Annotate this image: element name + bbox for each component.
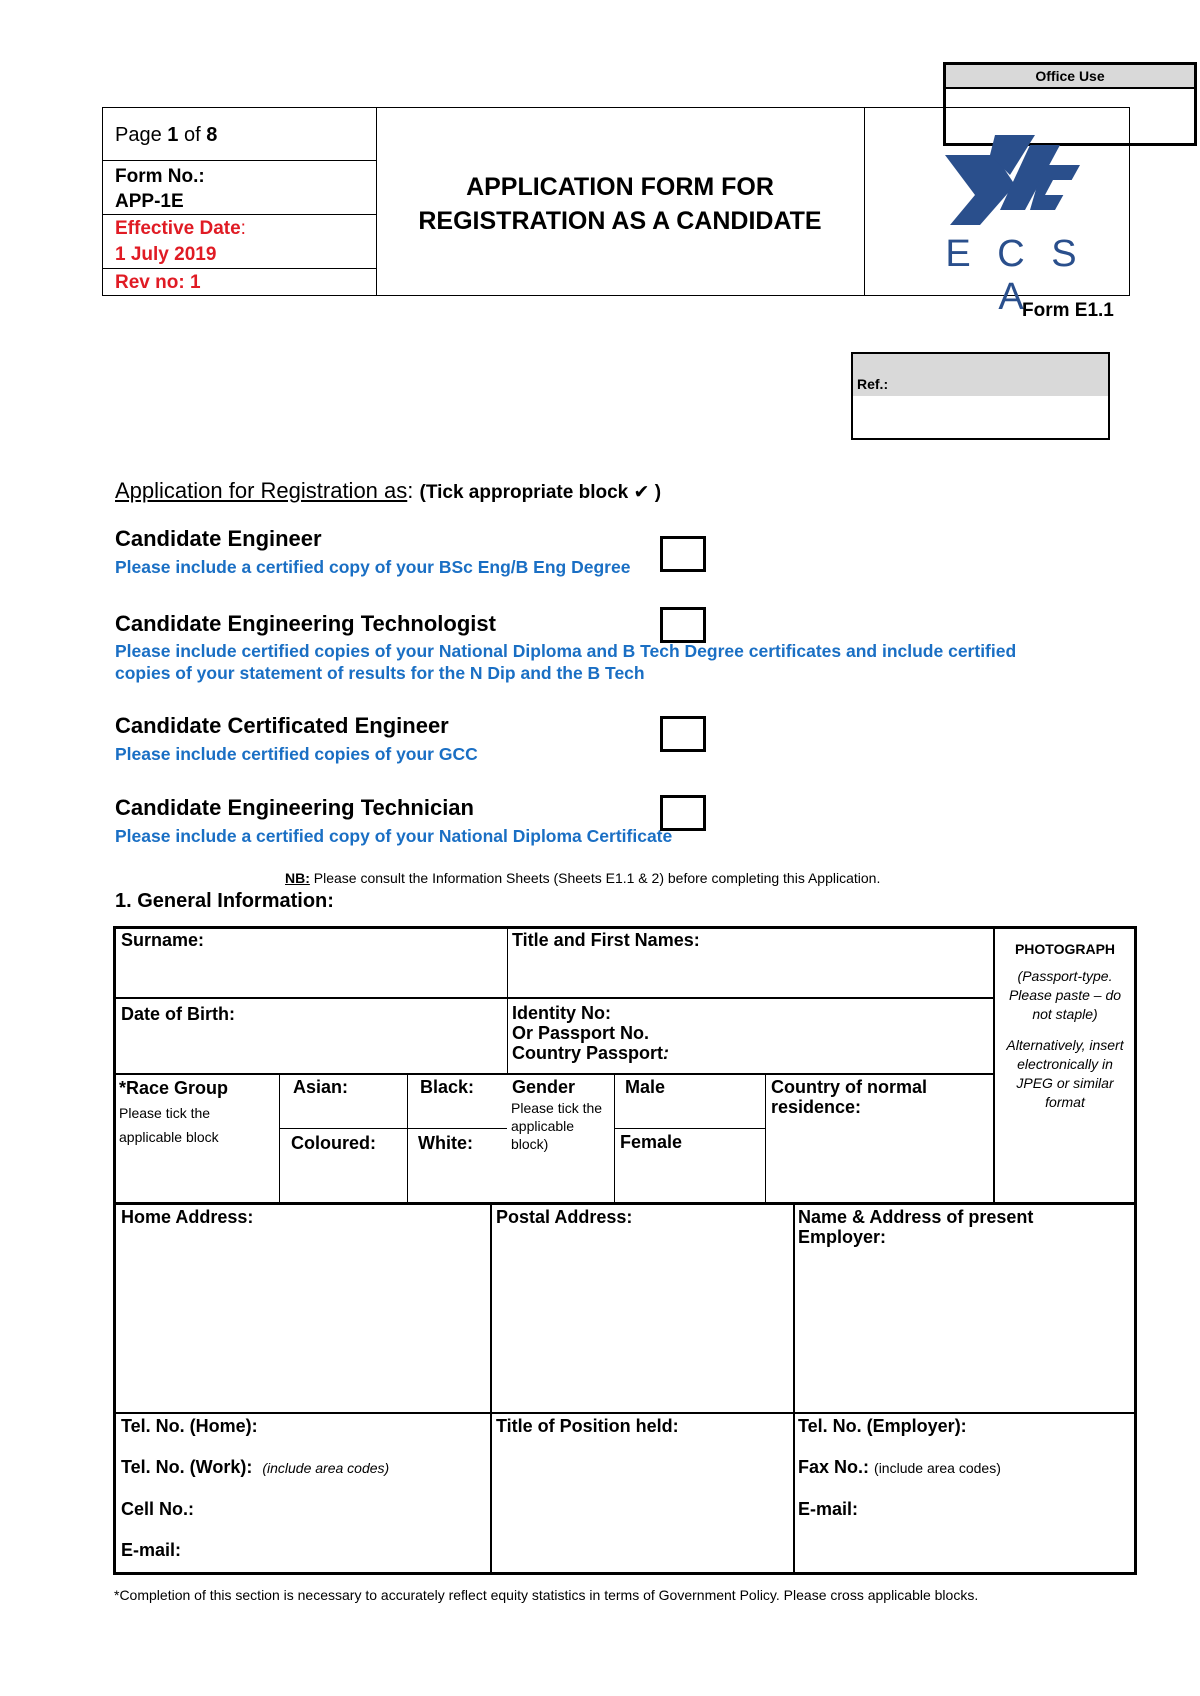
dob-field[interactable] — [116, 1028, 505, 1070]
race-coloured-box[interactable] — [281, 1156, 405, 1200]
photograph-note: (Passport-type. Please paste – do not staple) — [1008, 968, 1122, 1022]
office-use-label: Office Use — [946, 65, 1194, 89]
title-first-names-label: Title and First Names: — [512, 930, 700, 950]
photograph-box[interactable] — [998, 933, 1132, 1112]
rev-no: Rev no: 1 — [115, 272, 201, 293]
effective-date-value: 1 July 2019 — [115, 244, 217, 265]
ecsa-logo-text: E C S A — [945, 233, 1085, 318]
country-residence-label: Country of normal residence: — [771, 1077, 927, 1117]
tick-box-certificated-engineer[interactable] — [660, 716, 706, 752]
ecsa-logo-mark — [935, 125, 1095, 235]
form-no-value: APP-1E — [115, 191, 184, 212]
photograph-alt-note: Alternatively, insert electronically in JPEG or similar format — [1006, 1037, 1124, 1110]
country-passport-label: Country Passport: — [512, 1043, 670, 1063]
postal-address-label: Postal Address: — [496, 1207, 633, 1227]
category-title-engineering-technician: Candidate Engineering Technician — [115, 795, 474, 820]
race-asian-box[interactable] — [281, 1100, 405, 1126]
gender-male-label: Male — [625, 1077, 666, 1097]
position-held-label: Title of Position held: — [496, 1416, 679, 1436]
employer-email-label: E-mail: — [798, 1499, 859, 1519]
tel-home-label: Tel. No. (Home): — [121, 1416, 258, 1436]
dob-label: Date of Birth: — [121, 1004, 235, 1024]
footnote: *Completion of this section is necessary to accurately reflect equity statistics in terms of Government Policy. Please cross applicable blocks. — [114, 1587, 979, 1603]
race-black-box[interactable] — [409, 1100, 505, 1126]
surname-field[interactable] — [116, 955, 505, 995]
tick-box-candidate-engineer[interactable] — [660, 536, 706, 572]
country-residence-field[interactable] — [767, 1120, 991, 1200]
race-asian-label: Asian: — [293, 1077, 349, 1097]
title-first-names-field[interactable] — [510, 955, 990, 995]
category-title-engineering-technologist: Candidate Engineering Technologist — [115, 611, 496, 636]
tel-employer-label: Tel. No. (Employer): — [798, 1416, 967, 1436]
gender-female-label: Female — [620, 1132, 683, 1152]
category-title-certificated-engineer: Candidate Certificated Engineer — [115, 713, 449, 738]
application-heading: Application for Registration as: (Tick appropriate block ✔ ) — [115, 478, 662, 503]
race-group-label: *Race Group — [119, 1078, 229, 1098]
race-white-label: White: — [418, 1133, 473, 1153]
form-code: Form E1.1 — [1022, 300, 1114, 321]
identity-no-label: Identity No: — [512, 1003, 611, 1023]
category-note-engineering-technologist: Please include certified copies of your National Diploma and B Tech Degree certificates and include certified — [115, 641, 1017, 661]
form-no-label: Form No.: — [115, 166, 205, 187]
surname-label: Surname: — [121, 930, 205, 950]
nb-note: NB: Please consult the Information Sheets (Sheets E1.1 & 2) before completing this Application. — [285, 870, 881, 886]
ref-box — [851, 352, 1110, 440]
photograph-title: PHOTOGRAPH — [1014, 941, 1116, 957]
tick-box-engineering-technician[interactable] — [660, 795, 706, 831]
page-title: APPLICATION FORM FOR REGISTRATION AS A CANDIDATE — [418, 173, 822, 235]
gender-male-box[interactable] — [616, 1100, 763, 1126]
ref-label: Ref.: — [857, 376, 889, 392]
email-label: E-mail: — [121, 1540, 182, 1560]
home-address-field[interactable] — [116, 1232, 488, 1410]
gender-note: Please tick the applicable block) — [511, 1100, 603, 1152]
race-black-label: Black: — [420, 1077, 475, 1097]
race-coloured-label: Coloured: — [291, 1133, 376, 1153]
gender-label: Gender — [512, 1077, 576, 1097]
category-note-certificated-engineer: Please include certified copies of your GCC — [115, 744, 478, 764]
employer-contact-fields[interactable] — [796, 1415, 1132, 1570]
postal-address-field[interactable] — [493, 1232, 791, 1410]
race-white-box[interactable] — [409, 1156, 505, 1200]
category-title-candidate-engineer: Candidate Engineer — [115, 526, 322, 551]
tel-work-label: Tel. No. (Work): (include area codes) — [121, 1457, 390, 1477]
effective-date-label: Effective Date: — [115, 218, 246, 239]
category-note-engineering-technician: Please include a certified copy of your National Diploma Certificate — [115, 826, 673, 846]
page-number: Page 1 of 8 — [115, 124, 218, 146]
cell-no-label: Cell No.: — [121, 1499, 195, 1519]
category-note-engineering-technologist-2: copies of your statement of results for the N Dip and the B Tech — [115, 663, 645, 683]
employer-label: Name & Address of present Employer: — [798, 1207, 1034, 1247]
position-held-field[interactable] — [493, 1440, 791, 1570]
fax-no-label: Fax No.: (include area codes) — [798, 1457, 1001, 1477]
tick-box-engineering-technologist[interactable] — [660, 607, 706, 643]
general-info-heading: 1. General Information: — [115, 890, 334, 912]
gender-female-box[interactable] — [616, 1155, 763, 1200]
contact-fields[interactable] — [116, 1415, 488, 1570]
employer-field[interactable] — [796, 1252, 1132, 1410]
category-note-candidate-engineer: Please include a certified copy of your BSc Eng/B Eng Degree — [115, 557, 631, 577]
home-address-label: Home Address: — [121, 1207, 254, 1227]
passport-no-label: Or Passport No. — [512, 1023, 650, 1043]
race-group-note: Please tick the applicable block — [119, 1105, 219, 1145]
